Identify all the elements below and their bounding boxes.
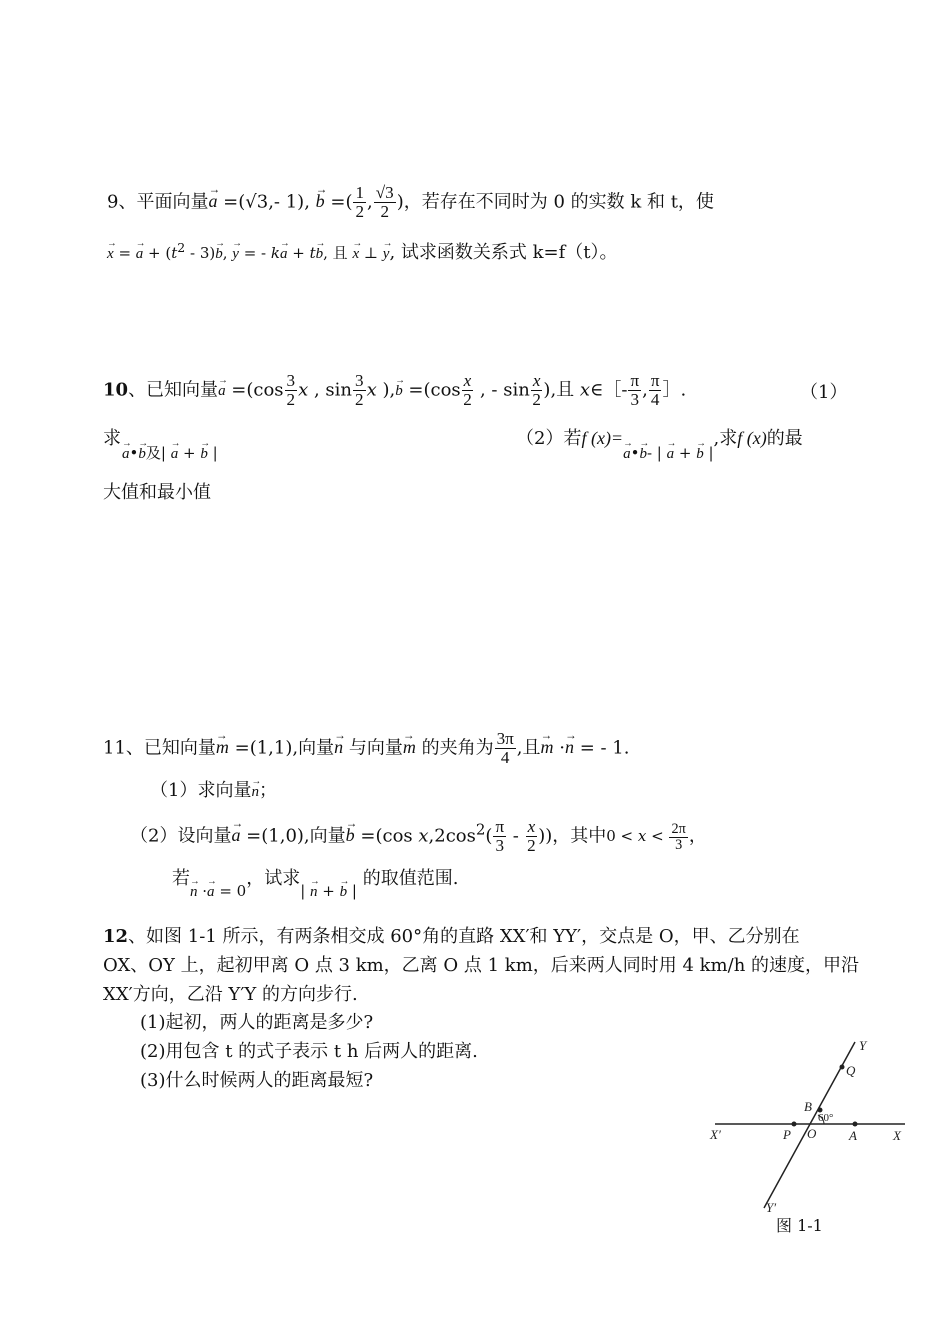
q10-line2: 求 <box>103 428 121 449</box>
q9-line2: → x = → $a + (t^2 - 3)\to b$, → y = - k→ a + t→ b, 且 → x ⊥ → y, 试求函数关系式 k=f（t）。 <box>107 240 618 264</box>
figure-1-1 <box>700 1030 920 1230</box>
figure-diagram <box>700 1030 920 1230</box>
point-q <box>840 1065 845 1070</box>
label-angle: 60° <box>818 1112 834 1124</box>
q10-line1: 10、已知向量→ a =(cos $\frac{3}{2}$ x , sin $\frac{3}{2}$ x ),→ b =(cos $\frac{x}{2}$ , - sin $\frac{x}{2}$ ),且 x∈［- $\frac{\pi}{3}$ , $\frac{\pi}{4}$ ］. <box>103 372 686 409</box>
q10-line3: 大值和最小值 <box>103 482 211 503</box>
q12-line2: OX、OY 上，起初甲离 O 点 3 km，乙离 O 点 1 km，后来两人同时用 4 km/h 的速度，甲沿 <box>103 955 860 976</box>
q10-part1-label: （1） <box>800 382 848 403</box>
q12-line3: XX′方向，乙沿 Y′Y 的方向步行. <box>103 984 358 1005</box>
figure-caption: 图 1-1 <box>776 1216 823 1235</box>
label-b: B <box>804 1099 812 1114</box>
q12-sub2: (2)用包含 t 的式子表示 t h 后两人的距离. <box>140 1041 478 1062</box>
q10-line2-expr: → a•→ b及| → a + → b | <box>122 442 218 464</box>
label-o: O <box>807 1126 817 1141</box>
q12-line1: 12、如图 1-1 所示，有两条相交成 60°角的直路 XX′和 YY′，交点是 O，甲、乙分别在 <box>103 926 800 947</box>
q10-part2: （2）若f (x)=→ $_{a•\to b- | \to a + \to b |}$,求f (x)的最 <box>516 428 803 450</box>
point-a <box>853 1122 858 1127</box>
label-a: A <box>849 1128 857 1143</box>
label-x-prime: X′ <box>710 1127 721 1142</box>
label-x: X <box>893 1128 901 1143</box>
label-y-prime: Y′ <box>766 1200 777 1215</box>
q12-sub3: (3)什么时候两人的距离最短? <box>140 1070 374 1091</box>
q11-line1: 11、已知向量→ m =(1,1),向量→ n 与向量→ m 的夹角为 $\frac{3\pi}{4}$ ,且→ m ·→ n = - 1. <box>103 730 629 767</box>
point-p <box>792 1122 797 1127</box>
q11-part1: （1）求向量→ n； <box>150 780 277 802</box>
q11-part2: （2）设向量→ a =(1,0),向量→ b =(cos $x,2\cos^2$( $\frac{\pi}{3}$ - $\frac{x}{2}$ ))，其中0 < x < $\frac{2\pi}{3}$ ， <box>130 818 707 855</box>
q9-line1: 9、平面向量→ a =(√3,- 1), → b =( $\frac{1}{2}$ , $\frac{√3}{2}$ )，若存在不同时为 0 的实数 k 和 t，使 <box>107 184 714 221</box>
label-p: P <box>783 1127 791 1142</box>
label-q: Q <box>846 1063 856 1078</box>
q12-sub1: (1)起初，两人的距离是多少? <box>140 1012 374 1033</box>
q11-line3: 若→ $_{n \cdot\to a = 0}$，试求$_{| \to n + \to b |}$ 的取值范围. <box>172 868 458 890</box>
label-y: Y <box>859 1038 867 1053</box>
